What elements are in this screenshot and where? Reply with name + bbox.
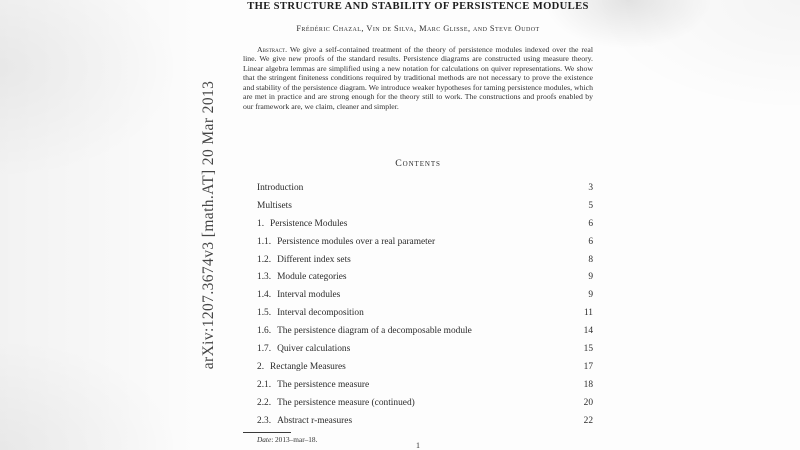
toc-row: [257, 201, 593, 211]
paper-authors: Frédéric Chazal, Vin de Silva, Marc Glisse, and Steve Oudot: [296, 24, 540, 33]
toc-entry-page: 20: [583, 397, 593, 408]
toc-row: [257, 290, 593, 300]
toc-entry-page: 8: [588, 254, 593, 265]
toc-entry-number: 2.2.: [257, 397, 272, 408]
toc-entry-page: 14: [583, 326, 593, 337]
toc-entry-label: The persistence diagram of a decomposable module: [277, 326, 472, 337]
toc-entry-page: 5: [588, 200, 593, 211]
toc-entry-label: Module categories: [277, 272, 347, 283]
abstract: [243, 45, 593, 111]
toc-entry-number: 1.2.: [257, 254, 272, 265]
toc-entry-label: Introduction: [257, 183, 304, 193]
toc-entry-page: 6: [588, 218, 593, 229]
toc-entry-number: 1.5.: [257, 308, 272, 319]
toc-entry-number: 1.3.: [257, 272, 272, 283]
contents-heading: Contents: [395, 158, 441, 169]
toc-row: [257, 380, 593, 390]
arxiv-stamp: arXiv:1207.3674v3 [math.AT] 20 Mar 2013: [200, 80, 217, 370]
toc-entry-page: 6: [588, 236, 593, 247]
toc-entry-page: 3: [588, 183, 593, 193]
toc-entry-number: 2.3.: [257, 415, 272, 426]
toc-entry-number: 1.1.: [257, 236, 272, 247]
toc-row: [257, 272, 593, 282]
toc-entry-label: The persistence measure: [277, 379, 370, 390]
toc-entry-label: Persistence modules over a real parameter: [277, 236, 436, 247]
abstract-label: Abstract.: [257, 45, 288, 54]
toc-row: [257, 219, 593, 229]
toc-entry-label: Quiver calculations: [277, 344, 351, 355]
toc-list: [257, 183, 593, 433]
toc-entry-page: 22: [583, 415, 593, 426]
toc-entry-label: The persistence measure (continued): [277, 397, 415, 408]
toc-entry-number: 2.1.: [257, 379, 272, 390]
page-number: 1: [416, 441, 420, 450]
date-value: : 2013–mar–18.: [271, 435, 318, 444]
toc-row: [257, 237, 593, 247]
toc-row: [257, 362, 593, 372]
toc-row: [257, 308, 593, 318]
toc-entry-page: 18: [583, 379, 593, 390]
toc-entry-page: 9: [588, 272, 593, 283]
paper-title: THE STRUCTURE AND STABILITY OF PERSISTENCE MODULES: [247, 1, 589, 12]
toc-row: [257, 326, 593, 336]
toc-row: [257, 344, 593, 354]
toc-entry-label: Interval decomposition: [277, 308, 364, 319]
toc-entry-label: Rectangle Measures: [270, 361, 346, 372]
toc-entry-number: 1.4.: [257, 290, 272, 301]
toc-entry-page: 17: [583, 361, 593, 372]
toc-entry-number: 1.: [257, 218, 265, 229]
toc-entry-page: 15: [583, 344, 593, 355]
toc-entry-label: Interval modules: [277, 290, 341, 301]
toc-entry-page: 9: [588, 290, 593, 301]
toc-row: [257, 398, 593, 408]
toc-entry-label: Persistence Modules: [270, 218, 348, 229]
toc-row: [257, 255, 593, 265]
footnote-rule: [243, 432, 291, 433]
date-label: Date: [257, 435, 272, 444]
toc-entry-label: Different index sets: [277, 254, 351, 265]
toc-entry-number: 2.: [257, 361, 265, 372]
toc-row: [257, 416, 593, 426]
toc-entry-label: Multisets: [257, 200, 292, 211]
toc-entry-number: 1.7.: [257, 344, 272, 355]
toc-entry-page: 11: [583, 308, 593, 319]
toc-row: [257, 183, 593, 193]
toc-entry-label: Abstract r-measures: [277, 415, 353, 426]
toc-entry-number: 1.6.: [257, 326, 272, 337]
abstract-text: We give a self-contained treatment of the theory of persistence modules indexed over the real line. We give new proofs of the standard results. Persistence diagrams are constructed using measure theory. Linear algebra lemmas are simplified using a new notation for calculations on quiver representations. We show that the stringent finiteness conditions required by traditional methods are not necessary to prove the existence and stability of the persistence diagram. We introduce weaker hypotheses for taming persistence modules, which are met in practice and are strong enough for the theory still to work. The constructions and proofs enabled by our framework are, we claim, cleaner and simpler.: [243, 45, 593, 111]
